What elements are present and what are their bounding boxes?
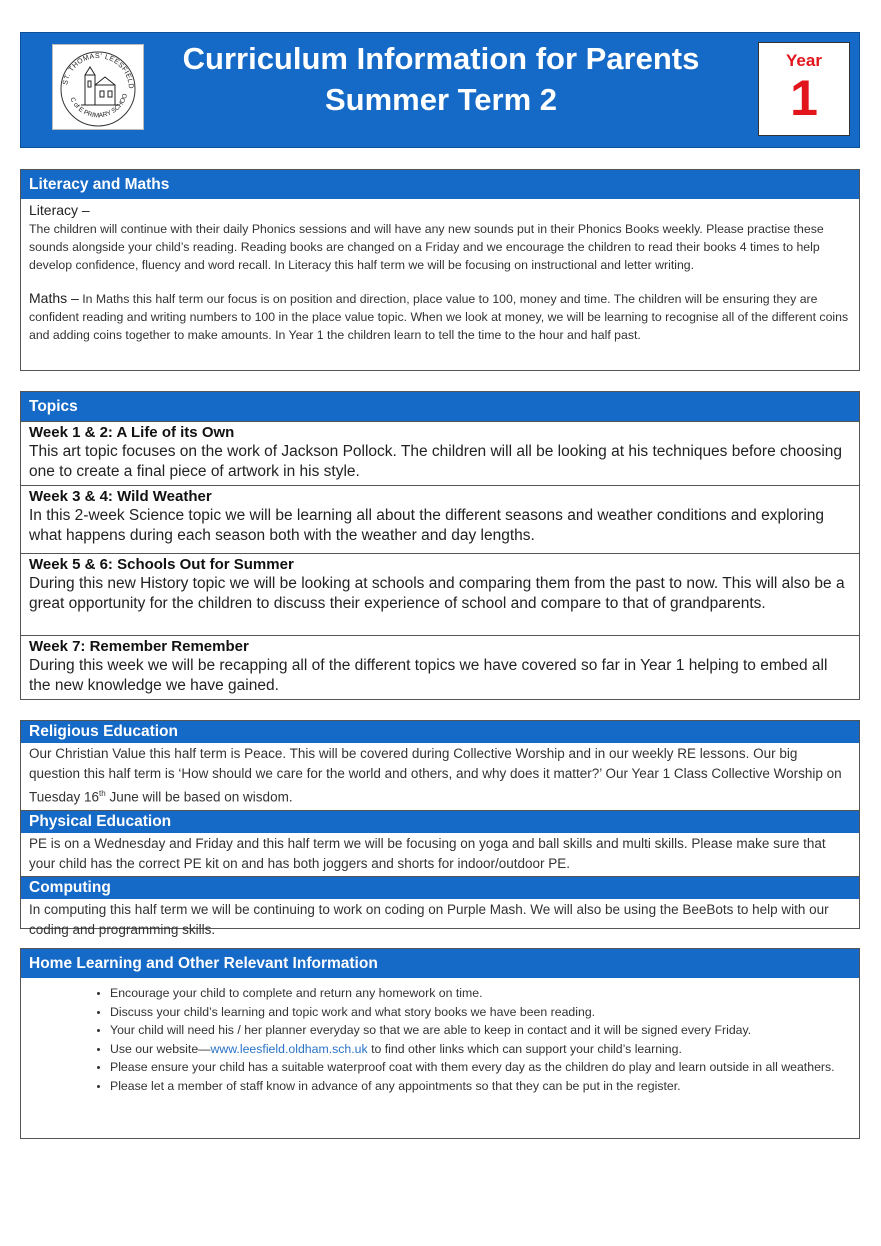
topic-title: Week 7: Remember Remember bbox=[29, 638, 249, 655]
computing-text: In computing this half term we will be continuing to work on coding on Purple Mash. We will also be using the BeeBots to help with our coding and programming skills. bbox=[29, 901, 829, 937]
topic-item bbox=[21, 485, 859, 553]
literacy-maths-heading: Literacy and Maths bbox=[21, 170, 859, 199]
topic-description: This art topic focuses on the work of Jackson Pollock. The children will all be looking at his techniques before choosing one to create a final piece of artwork in his style. bbox=[29, 443, 843, 480]
topic-description: During this week we will be recapping all of the different topics we have covered so far in Year 1 helping to embed all the new knowledge we have gained. bbox=[29, 657, 828, 694]
list-item: • Please ensure your child has a suitable waterproof coat with them every day as the children do play and learn outside in all weathers. bbox=[110, 1058, 859, 1077]
home-learning-section bbox=[20, 948, 860, 1139]
year-number: 1 bbox=[790, 70, 818, 126]
page-title bbox=[151, 38, 731, 120]
re-text-main: Our Christian Value this half term is Peace. This will be covered during Collective Worship and in our weekly RE lessons. Our big question this half term is ‘How should we care for the world and others, and why does it matter?’ Our Year 1 Class Collective Worship on Tuesday 16 bbox=[29, 746, 842, 805]
topic-title: Week 5 & 6: Schools Out for Summer bbox=[29, 556, 294, 573]
re-heading: Religious Education bbox=[21, 721, 859, 743]
school-logo bbox=[52, 44, 144, 130]
literacy-text: The children will continue with their daily Phonics sessions and will have any new sounds put in their Phonics Books weekly. Please practise these sounds alongside your child’s reading. Reading books are changed on a Friday and we encourage the children to read their books 4 times to help develop confidence, fluency and word recall. In Literacy this half term we will be focusing on instructional and letter writing. bbox=[29, 222, 824, 272]
re-text-superscript: th bbox=[99, 789, 106, 798]
home-learning-list bbox=[21, 984, 859, 1095]
maths-text: In Maths this half term our focus is on position and direction, place value to 100, money and time. The children will be ensuring they are confident reading and writing numbers to 100 in the place value topic. When we look at money, we will be learning to recognise all of the different coins and adding coins together to make amounts. In Year 1 the children learn to tell the time to the hour and half past. bbox=[29, 292, 849, 342]
topic-title: Week 1 & 2: A Life of its Own bbox=[29, 424, 235, 441]
list-item: • Your child will need his / her planner everyday so that we are able to keep in contact and it will be signed every Friday. bbox=[110, 1021, 859, 1040]
school-crest-icon bbox=[53, 45, 143, 129]
topic-item bbox=[21, 421, 859, 485]
literacy-paragraph bbox=[21, 199, 859, 276]
subjects-section bbox=[20, 720, 860, 937]
header-banner bbox=[20, 32, 860, 148]
svg-text:C of E PRIMARY SCHOOL: C of E PRIMARY SCHOO bbox=[68, 92, 130, 120]
topic-title: Week 3 & 4: Wild Weather bbox=[29, 488, 212, 505]
topic-item bbox=[21, 635, 859, 698]
literacy-maths-section bbox=[20, 169, 860, 371]
re-text bbox=[21, 743, 859, 811]
home-learning-heading: Home Learning and Other Relevant Information bbox=[21, 949, 859, 978]
list-item: • Discuss your child’s learning and topic work and what story books we have been reading. bbox=[110, 1003, 859, 1022]
re-text-end: June will be based on wisdom. bbox=[105, 789, 293, 805]
school-website-link[interactable]: www.leesfield.oldham.sch.uk bbox=[210, 1041, 368, 1056]
year-label: Year bbox=[786, 51, 822, 70]
pe-text: PE is on a Wednesday and Friday and this half term we will be focusing on yoga and ball skills and multi skills. Please make sure that your child has the correct PE kit on and has both joggers and shorts for indoor/outdoor PE. bbox=[21, 833, 859, 877]
year-badge bbox=[758, 42, 850, 136]
computing-heading: Computing bbox=[21, 877, 859, 899]
svg-text:ST. THOMAS' LEESFIELD: ST. THOMAS' LEESFIELD bbox=[62, 52, 135, 90]
topics-section bbox=[20, 391, 860, 700]
pe-heading: Physical Education bbox=[21, 811, 859, 833]
website-text-pre: Use our website— bbox=[110, 1041, 211, 1056]
topic-item bbox=[21, 553, 859, 635]
topic-description: During this new History topic we will be looking at schools and comparing them from the past to now. This will also be a great opportunity for the children to discuss their experience of school and compare to that of grandparents. bbox=[29, 575, 845, 612]
title-line-1: Curriculum Information for Parents bbox=[182, 41, 700, 76]
list-item: • Encourage your child to complete and return any homework on time. bbox=[110, 984, 859, 1003]
title-line-2: Summer Term 2 bbox=[324, 82, 557, 117]
topic-description: In this 2-week Science topic we will be learning all about the different seasons and weather conditions and exploring what happens during each season both with the weather and day lengths. bbox=[29, 507, 825, 544]
maths-paragraph bbox=[21, 287, 859, 346]
topics-heading: Topics bbox=[21, 392, 859, 421]
maths-lead: Maths – bbox=[29, 290, 79, 306]
literacy-lead: Literacy – bbox=[29, 202, 90, 218]
website-text-post: to find other links which can support your child’s learning. bbox=[367, 1041, 682, 1056]
list-item: • Please let a member of staff know in advance of any appointments so that they can be put in the register. bbox=[110, 1077, 859, 1096]
list-item bbox=[110, 1040, 859, 1059]
